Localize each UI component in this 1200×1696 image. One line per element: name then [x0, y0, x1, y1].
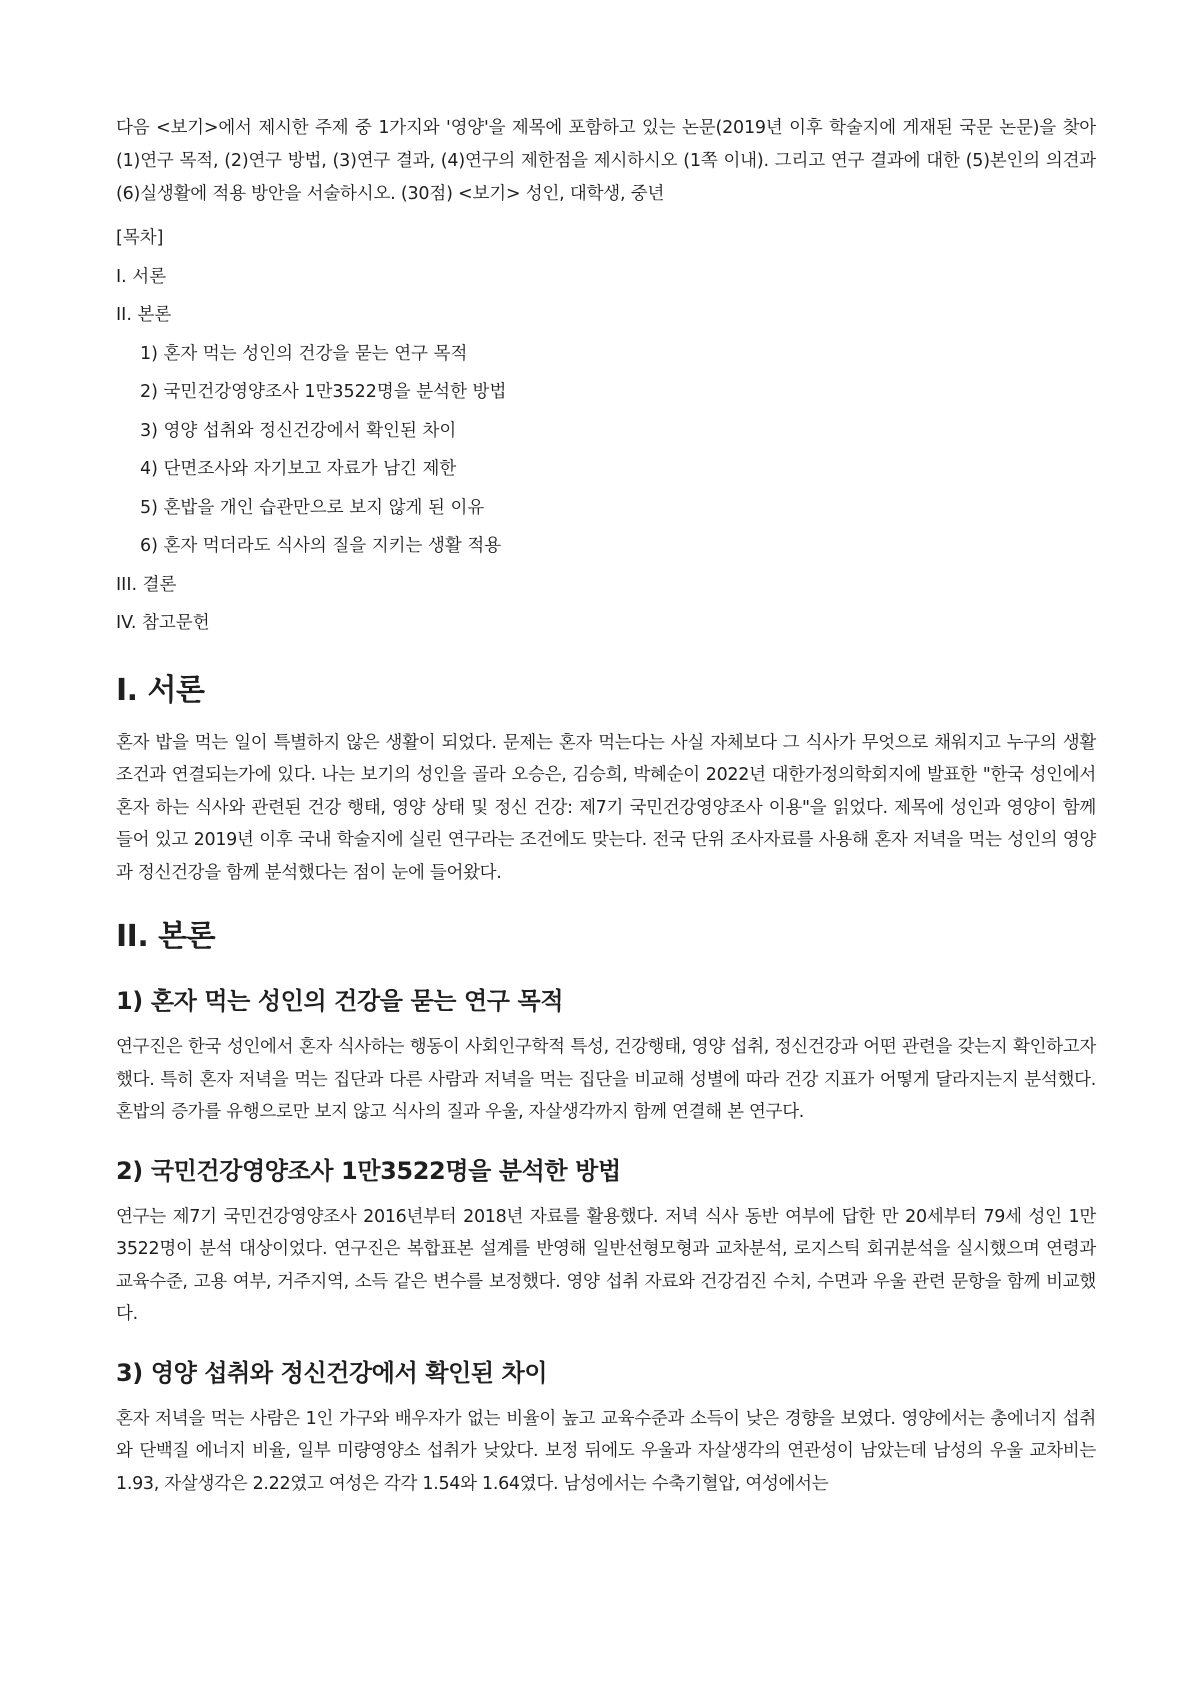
toc-heading: [목차]	[116, 228, 164, 248]
toc-item: 1) 혼자 먹는 성인의 건강을 묻는 연구 목적	[140, 343, 468, 364]
toc-item: 4) 단면조사와 자기보고 자료가 남긴 제한	[140, 459, 457, 479]
subsection-1-heading: 1) 혼자 먹는 성인의 건강을 묻는 연구 목적	[116, 987, 564, 1015]
toc-item: II. 본론	[116, 305, 172, 325]
toc-item: III. 결론	[116, 574, 177, 595]
intro-heading: I. 서론	[116, 672, 205, 708]
toc-item: 2) 국민건강영양조사 1만3522명을 분석한 방법	[140, 382, 507, 402]
toc-item: 5) 혼밥을 개인 습관만으로 보지 않게 된 이유	[140, 497, 485, 518]
subsection-2-heading: 2) 국민건강영양조사 1만3522명을 분석한 방법	[116, 1156, 621, 1185]
toc-item: I. 서론	[116, 266, 167, 287]
toc-item: IV. 참고문헌	[116, 613, 210, 633]
toc-item: 6) 혼자 먹더라도 식사의 질을 지키는 생활 적용	[140, 536, 502, 556]
toc-list	[116, 258, 1096, 643]
subsection-1-paragraph: 연구진은 한국 성인에서 혼자 식사하는 행동이 사회인구학적 특성, 건강행태, 영양 섭취, 정신건강과 어떤 관련을 갖는지 확인하고자 했다. 특히 혼자 저녁을 먹는 집단과 다른 사람과 저녁을 먹는 집단을 비교해 성별에 따라 건강 지표가 어떻게 달라지는지 분석했다. 혼밥의 증가를 유행으로만 보지 않고 식사의 질과 우울, 자살생각까지 함께 연결해 본 연구다.	[116, 1037, 1096, 1122]
subsection-3-paragraph: 혼자 저녁을 먹는 사람은 1인 가구와 배우자가 없는 비율이 높고 교육수준과 소득이 낮은 경향을 보였다. 영양에서는 총에너지 섭취와 단백질 에너지 비율, 일부 미량영양소 섭취가 낮았다. 보정 뒤에도 우울과 자살생각의 연관성이 남았는데 남성의 우울 교차비는 1.93, 자살생각은 2.22였고 여성은 각각 1.54와 1.64였다. 남성에서는 수축기혈압, 여성에서는	[116, 1408, 1096, 1494]
assignment-prompt: 다음 <보기>에서 제시한 주제 중 1가지와 '영양'을 제목에 포함하고 있는 논문(2019년 이후 학술지에 게재된 국문 논문)을 찾아 (1)연구 목적, (2)연구 방법, (3)연구 결과, (4)연구의 제한점을 제시하시오 (1쪽 이내). 그리고 연구 결과에 대한 (5)본인의 의견과 (6)실생활에 적용 방안을 서술하시오. (30점) <보기> 성인, 대학생, 중년	[116, 118, 1096, 204]
toc-item: 3) 영양 섭취와 정신건강에서 확인된 차이	[140, 420, 457, 441]
subsection-3-heading: 3) 영양 섭취와 정신건강에서 확인된 차이	[116, 1358, 548, 1387]
body-heading: II. 본론	[116, 919, 216, 954]
intro-paragraph: 혼자 밥을 먹는 일이 특별하지 않은 생활이 되었다. 문제는 혼자 먹는다는 사실 자체보다 그 식사가 무엇으로 채워지고 누구의 생활조건과 연결되는가에 있다. 나는 보기의 성인을 골라 오승은, 김승희, 박혜순이 2022년 대한가정의학회지에 발표한 "한국 성인에서 혼자 하는 식사와 관련된 건강 행태, 영양 상태 및 정신 건강: 제7기 국민건강영양조사 이용"을 읽었다. 제목에 성인과 영양이 함께 들어 있고 2019년 이후 국내 학술지에 실린 연구라는 조건에도 맞는다. 전국 단위 조사자료를 사용해 혼자 저녁을 먹는 성인의 영양과 정신건강을 함께 분석했다는 점이 눈에 들어왔다.	[116, 732, 1096, 883]
table-of-contents	[116, 219, 1096, 643]
subsection-2-paragraph: 연구는 제7기 국민건강영양조사 2016년부터 2018년 자료를 활용했다. 저녁 식사 동반 여부에 답한 만 20세부터 79세 성인 1만3522명이 분석 대상이었다. 연구진은 복합표본 설계를 반영해 일반선형모형과 교차분석, 로지스틱 회귀분석을 실시했으며 연령과 교육수준, 고용 여부, 거주지역, 소득 같은 변수를 보정했다. 영양 섭취 자료와 건강검진 수치, 수면과 우울 관련 문항을 함께 비교했다.	[116, 1206, 1096, 1324]
